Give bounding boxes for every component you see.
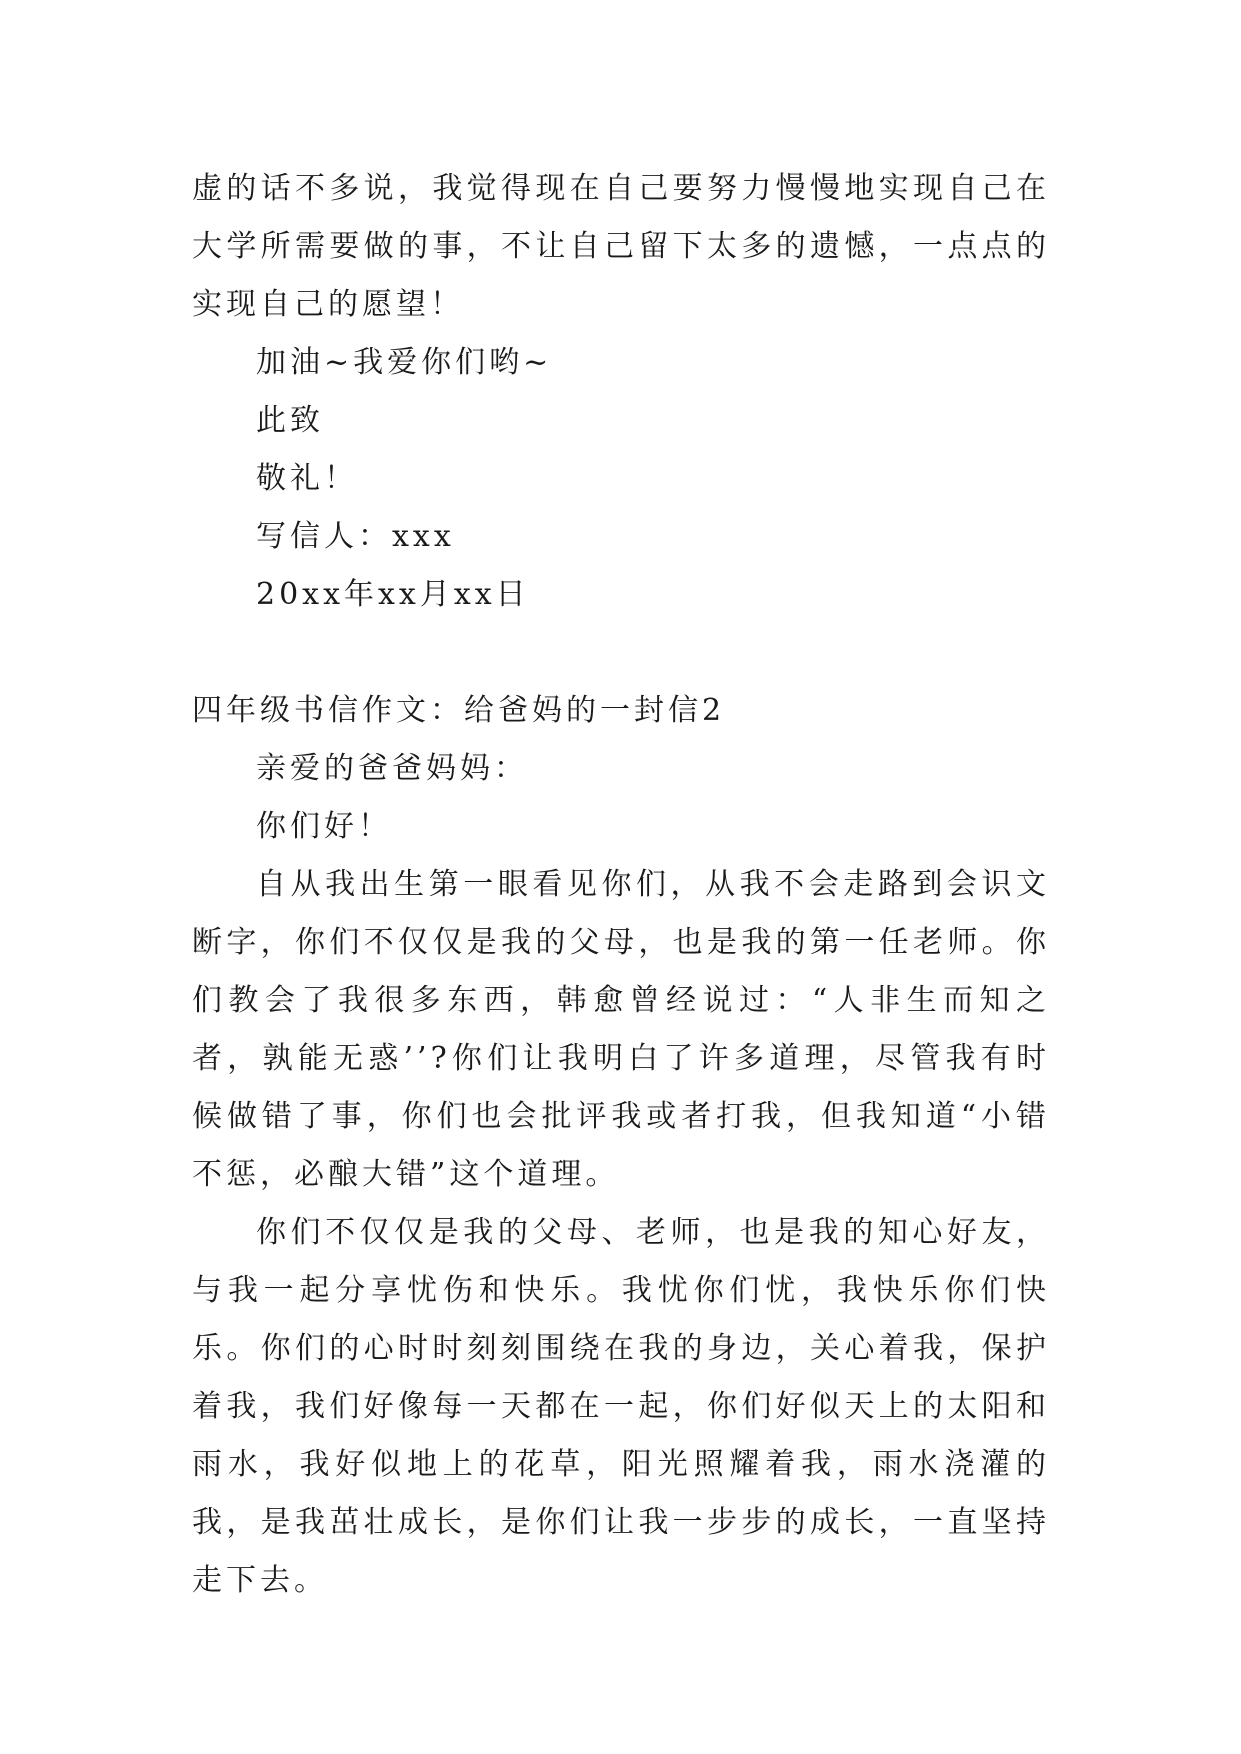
letter-hello: 你们好！ bbox=[256, 809, 392, 844]
closing-respect: 敬礼！ bbox=[256, 461, 358, 496]
closing-cheer: 加油~我爱你们哟~ bbox=[256, 345, 553, 380]
date-line: 20xx年xx月xx日 bbox=[256, 577, 530, 612]
letter-greeting: 亲爱的爸爸妈妈： bbox=[256, 751, 528, 786]
closing-salutation: 此致 bbox=[256, 403, 324, 438]
letter-paragraph: 自从我出生第一眼看见你们，从我不会走路到会识文断字，你们不仅仅是我的父母，也是我的第一任老师。你们教会了我很多东西，韩愈曾经说过：“人非生而知之者，孰能无惑’’?你们让我明白了许多道理，尽管我有时候做错了事，你们也会批评我或者打我，但我知道“小错不惩，必酿大错”这个道理。 bbox=[192, 867, 1050, 1192]
letter-paragraph: 你们不仅仅是我的父母、老师，也是我的知心好友，与我一起分享忧伤和快乐。我忧你们忧，我快乐你们快乐。你们的心时时刻刻围绕在我的身边，关心着我，保护着我，我们好像每一天都在一起，你们好似天上的太阳和雨水，我好似地上的花草，阳光照耀着我，雨水浇灌的我，是我茁壮成长，是你们让我一步步的成长，一直坚持走下去。 bbox=[192, 1215, 1050, 1598]
document-body bbox=[192, 160, 1050, 1610]
signature-line: 写信人：xxx bbox=[256, 519, 455, 554]
body-paragraph: 虚的话不多说，我觉得现在自己要努力慢慢地实现自己在大学所需要做的事，不让自己留下太多的遗憾，一点点的实现自己的愿望！ bbox=[192, 171, 1050, 322]
section-title: 四年级书信作文：给爸妈的一封信2 bbox=[192, 693, 726, 728]
